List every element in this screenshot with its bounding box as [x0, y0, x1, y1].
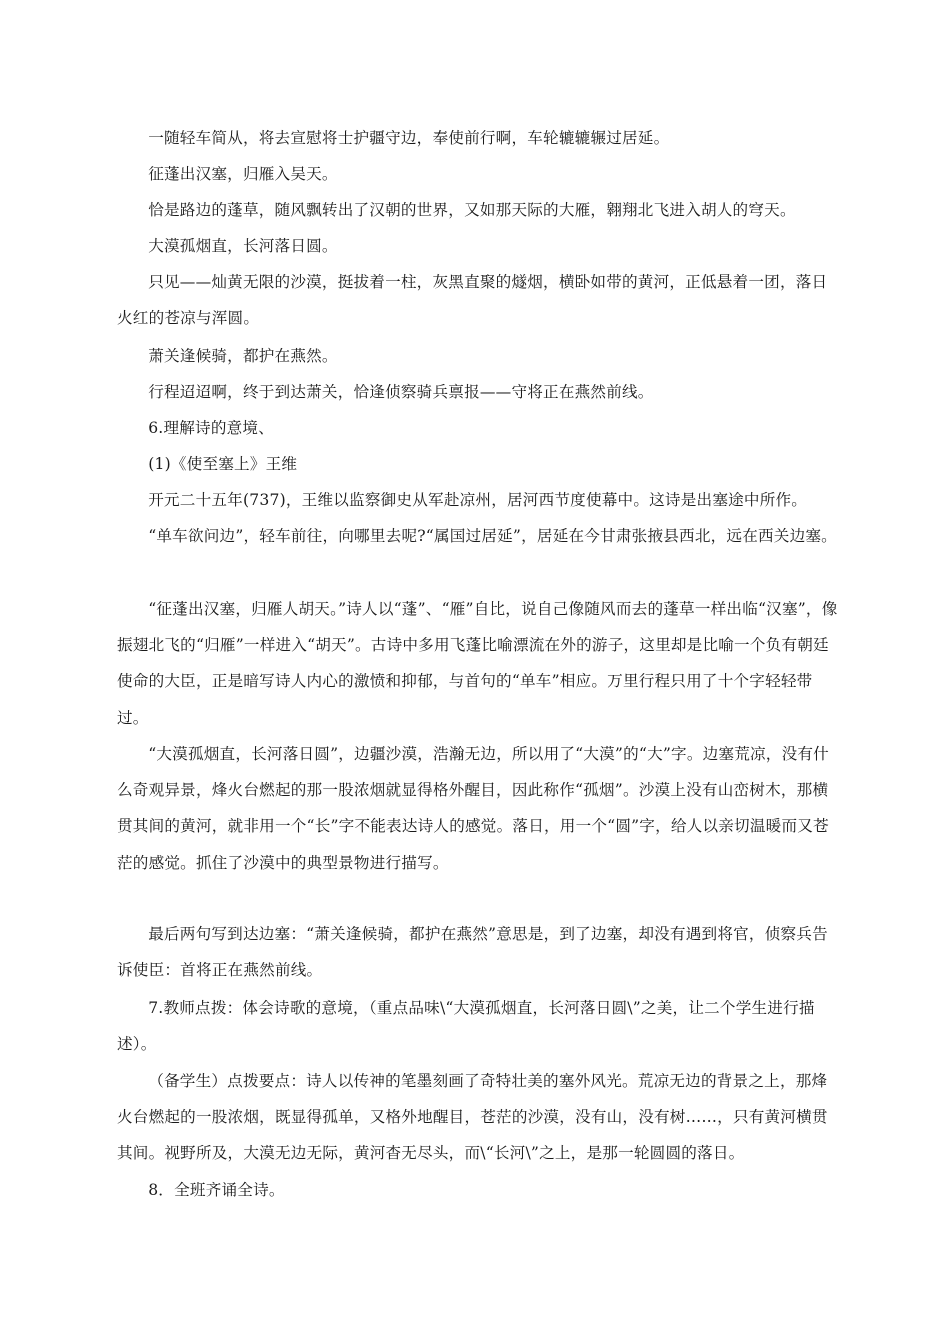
paragraph-15: 7.教师点拨：体会诗歌的意境，（重点品味\“大漠孤烟直，长河落日圆\”之美，让二个学生进行描述）。	[117, 999, 815, 1054]
paragraph-16: （备学生）点拨要点：诗人以传神的笔墨刻画了奇特壮美的塞外风光。荒凉无边的背景之上，那烽火台燃起的一股浓烟，既显得孤单，又格外地醒目，苍茫的沙漠，没有山，没有树……，只有黄河横贯其间。视野所及，大漠无边无际，黄河杳无尽头，而\“长河\”之上，是那一轮圆圆的落日。	[117, 1072, 828, 1163]
paragraph-1: 一随轻车简从，将去宣慰将士护疆守边，奉使前行啊，车轮辘辘辗过居延。	[148, 129, 670, 147]
paragraph-9: (1)《使至塞上》王维	[148, 455, 298, 473]
paragraph-14: 最后两句写到达边塞：“萧关逢候骑，都护在燕然”意思是，到了边塞，却没有遇到将官，侦察兵告诉使臣：首将正在燕然前线。	[117, 925, 828, 980]
paragraph-17: 8．全班齐诵全诗。	[148, 1181, 285, 1199]
paragraph-10: 开元二十五年(737)，王维以监察御史从军赴凉州，居河西节度使幕中。这诗是出塞途中所作。	[148, 491, 808, 509]
paragraph-2: 征蓬出汉塞，归雁入吴天。	[148, 165, 338, 183]
paragraph-13: “大漠孤烟直，长河落日圆”，边疆沙漠，浩瀚无边，所以用了“大漠”的“大”字。边塞荒凉，没有什么奇观异景，烽火台燃起的那一股浓烟就显得格外醒目，因此称作“孤烟”。沙漠上没有山峦树木，那横贯其间的黄河，就非用一个“长”字不能表达诗人的感觉。落日，用一个“圆”字，给人以亲切温暖而又苍茫的感觉。抓住了沙漠中的典型景物进行描写。	[117, 745, 829, 872]
paragraph-12: “征蓬出汉塞，归雁人胡天。”诗人以“蓬”、“雁”自比，说自己像随风而去的蓬草一样出临“汉塞”，像振翅北飞的“归雁”一样进入“胡天”。古诗中多用飞蓬比喻漂流在外的游子，这里却是比喻一个负有朝廷使命的大臣，正是暗写诗人内心的激愤和抑郁，与首句的“单车”相应。万里行程只用了十个字轻轻带过。	[117, 600, 838, 727]
paragraph-5: 只见——灿黄无限的沙漠，挺拔着一柱，灰黑直聚的燧烟，横卧如带的黄河，正低悬着一团，落日火红的苍凉与浑圆。	[117, 273, 828, 328]
paragraph-6: 萧关逢候骑，都护在燕然。	[148, 347, 338, 365]
paragraph-11: “单车欲问边”，轻车前往，向哪里去呢?“属国过居延”，居延在今甘肃张掖县西北，远在西关边塞。	[148, 527, 837, 545]
paragraph-4: 大漠孤烟直，长河落日圆。	[148, 237, 338, 255]
paragraph-7: 行程迢迢啊，终于到达萧关，恰逢侦察骑兵禀报——守将正在燕然前线。	[148, 383, 654, 401]
paragraph-8: 6.理解诗的意境、	[148, 419, 275, 437]
paragraph-3: 恰是路边的蓬草，随风飘转出了汉朝的世界，又如那天际的大雁，翱翔北飞进入胡人的穹天。	[148, 201, 796, 219]
